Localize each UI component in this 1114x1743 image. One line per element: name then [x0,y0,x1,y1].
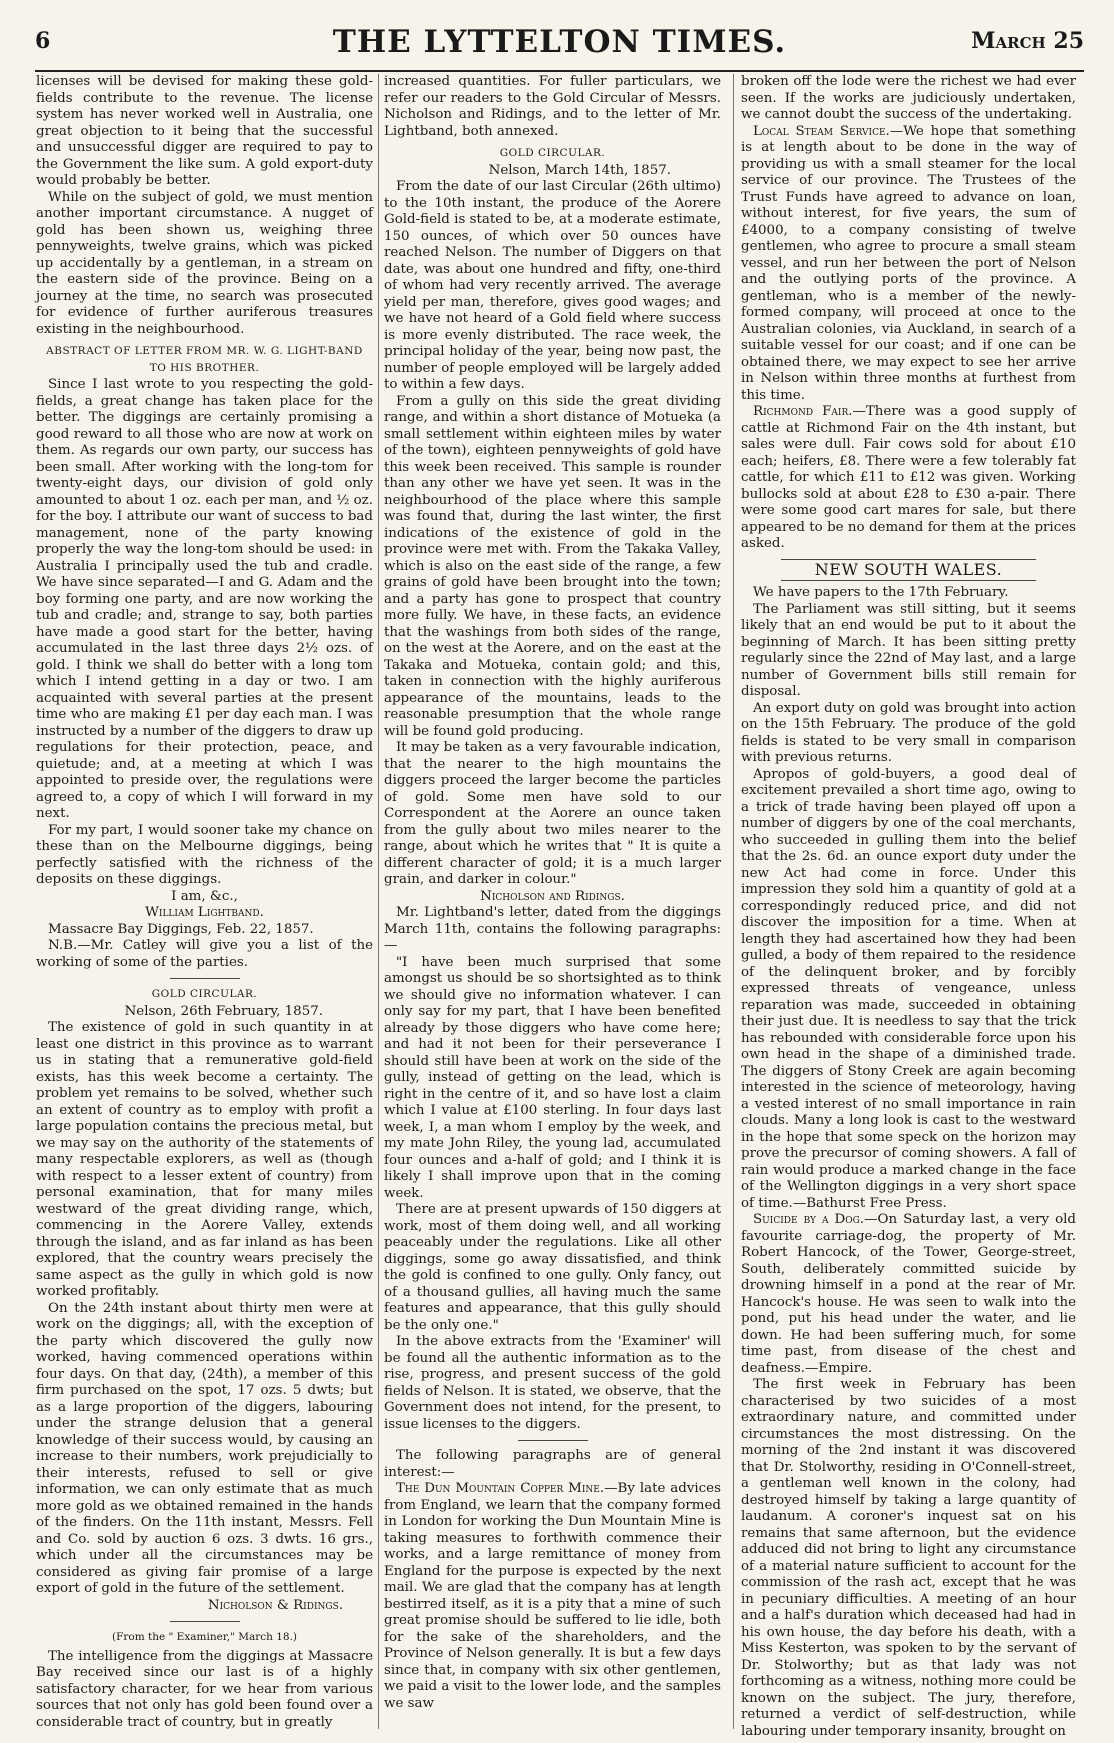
paragraph: Mr. Lightband's letter, dated from the diggings March 11th, contains the following paragraphs:— [384,905,721,953]
issue-date: March 25 [971,28,1084,54]
newspaper-title: THE LYTTELTON TIMES. [332,24,787,60]
paragraph: "I have been much surprised that some amongst us should be so shortsighted as to think we should give no information whatever. I can only say for my part, that I have been benefited already by those diggers who have come here; and had it not been for their perseverance I should still have been at work on the side of the gully, instead of getting on the lead, which is right in the centre of it, and so have lost a claim which I value at £100 sterling. In four days last week, I, a man whom I employ by the week, and my mate John Riley, the young lad, accumulated four ounces and a-half of gold; and I think it is likely I shall improve upon that in the coming week. [384,954,721,1201]
item-lead: Richmond Fair. [753,404,853,419]
dateline: Nelson, 26th February, 1857. [124,1003,323,1019]
paragraph: The existence of gold in such quantity in at least one district in this province as to warrant us in stating that a remunerative gold-field exists, has this week become a certainty. The problem yet remains to be solved, whether such an extent of country as to employ with profit a large population contains the precious metal, but we may say on the authority of the statements of many respectable explorers, as well as (though with respect to a lesser extent of country) from personal examination, that for many miles westward of the great dividing range, which, commencing in the Aorere Valley, extends through the island, and as far inland as has been explored, that the country wears precisely the same aspect as the gully in which gold is now worked profitably. [36,1020,373,1299]
paragraph: Apropos of gold-buyers, a good deal of excitement prevailed a short time ago, owing to a trick of trade having been played off upon a number of diggers by one of the coal merchants, who succeeded in gulling them into the belief that the 2s. 6d. an ounce export duty under the new Act had come in force. Under this impression they sold him a quantity of gold at a correspondingly reduced price, and did not discover the imposition for a time. When at length they had ascertained how they had been gulled, a body of them repaired to the residence of the delinquent broker, and by forcibly expressed threats of vengeance, unless reparation was made, succeeded in obtaining their just due. It is needless to say that the trick has rebounded with considerable force upon his own head in the shape of a diminished trade. The diggers of Stony Creek are again becoming interested in the science of meteorology, having a vested interest of no small importance in rain clouds. Many a long look is cast to the westward in the hope that some speck on the horizon may prove the precursor of coming showers. A fall of rain would produce a marked change in the face of the Wellington diggings in a very short space of time.—Bathurst Free Press. [741,766,1076,1211]
paragraph: On the 24th instant about thirty men were at work on the diggings; all, with the exception of the party which discovered the gully now worked, having commenced operations within four days. On that day, (24th), a member of this firm purchased on the spot, 17 ozs. 5 dwts; but as a large proportion of the diggers, labouring under the strange delusion that a general knowledge of their success would, by causing an increase to their numbers, work prejudicially to their interests, refused to sell or give information, we can only estimate that as much more gold as we obtained remained in the hands of the finders. On the 11th instant, Messrs. Fell and Co. sold by auction 6 ozs. 3 dwts. 16 grs., which under all the circumstances may be considered as giving fair promise of a large export of gold in the future of the settlement. [36,1300,373,1596]
paragraph: While on the subject of gold, we must mention another important circumstance. A nugget of gold has been shown us, weighing three pennyweights, twelve grains, which was picked up accidentally by a gentleman, in a stream on the eastern side of the province. Being on a journey at the time, no search was prosecuted for evidence of further auriferous treasures existing in the neighbourhood. [36,189,373,337]
paragraph: It may be taken as a very favourable indication, that the nearer to the high mountains the diggers proceed the larger become the particles of gold. Some men have sold to our Correspondent at the Aorere an ounce taken from the gully about two miles nearer to the range, about which he writes that " It is quite a different character of gold; it is a much larger grain, and darker in colour." [384,740,721,887]
item-body: —We hope that something is at length about to be done in the way of providing us with a small steamer for the local service of our province. The Trustees of the Trust Funds have agreed to advance on loan, without interest, for five years, the sum of £4000, to a company consisting of twelve gentlemen, who agree to procure a small steam vessel, and run her between the port of Nelson and the outlying ports of the province. A gentleman, who is a member of the newly-formed company, will proceed at once to the Australian colonies, via Auckland, in search of a suitable vessel for our coast; and if one can be obtained there, we may expect to see her arrive in Nelson within three months at furthest from this time. [741,123,1076,403]
column-1 [36,74,373,1729]
paragraph: The following paragraphs are of general interest:— [384,1448,721,1480]
paragraph: An export duty on gold was brought into action on the 15th February. The produce of the gold fields is stated to be very small in comparison with previous returns. [741,700,1076,765]
article-heading: GOLD CIRCULAR. [151,988,258,1000]
column-divider [733,74,734,1729]
paragraph: There are at present upwards of 150 diggers at work, most of them doing well, and all working peaceably under the regulations. Like all other diggings, some go away dissatisfied, and think the gold is confined to one gully. Only fancy, out of a thousand gullies, all having much the same features and appearance, that this gully should be the only one." [384,1202,721,1333]
item-body: —By late advices from England, we learn that the company formed in London for working the Dun Mountain Mine is taking measures to forthwith commence their works, and a large remittance of money from England for the purpose is expected by the next mail. We are glad that the company has at length bestirred itself, as it is a pity that a mine of such great promise should be suffered to lie idle, both for the sake of the shareholders, and the Province of Nelson generally. It is but a few days since that, in company with six other gentlemen, we paid a visit to the lower lode, and the samples we saw [384,1481,721,1711]
page-number: 6 [35,28,51,54]
column-divider [378,74,379,1729]
divider [518,1440,588,1441]
signature: Nicholson & Ridings. [207,1597,343,1613]
place-date: Massacre Bay Diggings, Feb. 22, 1857. [48,921,314,937]
paragraph: increased quantities. For fuller particulars, we refer our readers to the Gold Circular of Messrs. Nicholson and Ridings, and to the letter of Mr. Lightband, both annexed. [384,74,721,139]
paragraph: broken off the lode were the richest we had ever seen. If the works are judiciously undertaken, we cannot doubt the success of the undertaking. [741,74,1076,122]
paragraph: licenses will be devised for making these gold-fields contribute to the revenue. The license system has never worked well in Australia, one great objection to it being that the successful and unsuccessful digger are required to pay to the Government the like sum. A gold export-duty would probably be better. [36,74,373,188]
paragraph [741,404,1076,553]
item-body: —On Saturday last, a very old favourite carriage-dog, the property of Mr. Robert Hancock, of the Tower, George-street, South, deliberately committed suicide by drowning himself in a pond at the rear of Mr. Hancock's house. He was seen to walk into the pond, put his head under the water, and lie down. He had been suffering much, for some time past, from disease of the chest and deafness.—Empire. [741,1212,1076,1376]
dateline: Nelson, March 14th, 1857. [488,162,671,178]
paragraph: For my part, I would sooner take my chance on these than on the Melbourne diggings, being perfectly satisfied with the richness of the deposits on these diggings. [36,822,373,887]
paragraph [384,1481,721,1712]
masthead [35,20,1084,72]
item-body: —There was a good supply of cattle at Richmond Fair on the 4th instant, but sales were dull. Fair cows sold for about £10 each; heifers, £8. There were a few tolerably fat cattle, for which £11 to £12 was given. Working bullocks sold at about £28 to £30 a-pair. There were some good cart mares for sale, but there appeared to be no demand for them at the prices asked. [741,404,1076,551]
divider [170,1621,240,1622]
paragraph: In the above extracts from the 'Examiner' will be found all the authentic information as to the rise, progress, and present success of the gold fields of Nelson. It is stated, we observe, that the Government does not intend, for the present, to issue licenses to the diggers. [384,1334,721,1432]
article-heading: GOLD CIRCULAR. [499,147,606,159]
paragraph: We have papers to the 17th February. [753,585,1009,600]
paragraph: From a gully on this side the great dividing range, and within a short distance of Motueka (a small settlement within eighteen miles by water of the town), eighteen pennyweights of gold have this week been received. This sample is rounder than any other we have yet seen. It was in the neighbourhood of the place where this sample was found that, during the last winter, the first indications of the existence of gold in the province were met with. From the Takaka Valley, which is also on the east side of the range, a few grains of gold have been brought into the town; and a party has gone to prospect that country more fully. We have, in these facts, an evidence that the washings from both sides of the range, on the west at the Aorere, and on the east at the Takaka and Motueka, contain gold; and this, taken in connection with the highly auriferous appearance of the mountains, leads to the reasonable presumption that the whole range will be found gold producing. [384,393,721,739]
article-heading: ABSTRACT OF LETTER FROM MR. W. G. LIGHT-BAND TO HIS BROTHER. [46,345,363,374]
item-lead: Local Steam Service. [753,123,890,139]
item-lead: The Dun Mountain Copper Mine. [396,1481,605,1496]
item-lead: Suicide by a Dog. [753,1212,865,1227]
signature: William Lightband. [145,905,264,920]
paragraph: Since I last wrote to you respecting the gold-fields, a great change has taken place for the better. The diggings are certainly promising a good reward to all those who are now at work on them. As regards our own party, our success has been small. After working with the long-tom for twenty-eight days, our division of gold only amounted to about 1 oz. each per man, and ½ oz. for the boy. I attribute our want of success to bad management, none of the party knowing properly the way the long-tom should be used: in Australia I principally used the tub and cradle. We have since separated—I and G. Adam and the boy forming one party, and are now working the tub and cradle; and, strange to say, both parties have made a good start for the better, having accumulated in the last three days 2½ ozs. of gold. I think we shall do better with a long tom which I intend getting in a day or two. I am acquainted with several parties at the present time who are making £1 per day each man. I was instructed by a number of the diggers to draw up regulations for their protection, peace, and quietude; and, at a meeting at which I was appointed to preside over, the regulations were agreed to, a copy of which I will forward in my next. [36,377,373,821]
column-3 [741,74,1076,1739]
column-2 [384,74,721,1729]
signature: Nicholson and Ridings. [480,888,625,904]
paragraph [741,1212,1076,1377]
section-heading: NEW SOUTH WALES. [781,559,1036,582]
closing: I am, &c., [171,888,238,904]
paragraph: The first week in February has been characterised by two suicides of a most extraordinary nature, and committed under circumstances the most distressing. On the morning of the 2nd instant it was discovered that Dr. Stolworthy, residing in O'Connell-street, a gentleman well known in the colony, had destroyed himself by taking a large quantity of laudanum. A coroner's inquest sat on his remains that same afternoon, but the evidence adduced did not bring to light any circumstance of a material nature sufficient to account for the commission of the rash act, except that he was in pecuniary difficulties. A meeting of an hour and a half's duration which deceased had had in his own house, the day before his death, with a Miss Kesterton, was spoken to by the servant of Dr. Stolworthy; but as that lady was not forthcoming as a witness, nothing more could be known on the subject. The jury, therefore, returned a verdict of self-destruction, while labouring under temporary insanity, brought on [741,1377,1076,1739]
paragraph [741,124,1076,405]
postscript: N.B.—Mr. Catley will give you a list of the working of some of the parties. [36,938,373,970]
paragraph: The Parliament was still sitting, but it seems likely that an end would be put to it about the beginning of March. It has been sitting pretty regularly since the 22nd of May last, and a large number of Government bills still remain for disposal. [741,601,1076,699]
paragraph: From the date of our last Circular (26th ultimo) to the 10th instant, the produce of the Aorere Gold-field is stated to be, at a moderate estimate, 150 ounces, of which over 50 ounces have reached Nelson. The number of Diggers on that date, was about one hundred and fifty, one-third of whom had very recently arrived. The average yield per man, therefore, gives good wages; and we have not heard of a Gold field where success is more evenly distributed. The race week, the principal holiday of the year, being now past, the number of people employed will be largely added to within a few days. [384,179,721,392]
source-note: (From the " Examiner," March 18.) [111,1631,298,1643]
paragraph: The intelligence from the diggings at Massacre Bay received since our last is of a highly satisfactory character, for we hear from various sources that not only has gold been found over a considerable tract of country, but in greatly [36,1648,373,1730]
divider [170,978,240,979]
